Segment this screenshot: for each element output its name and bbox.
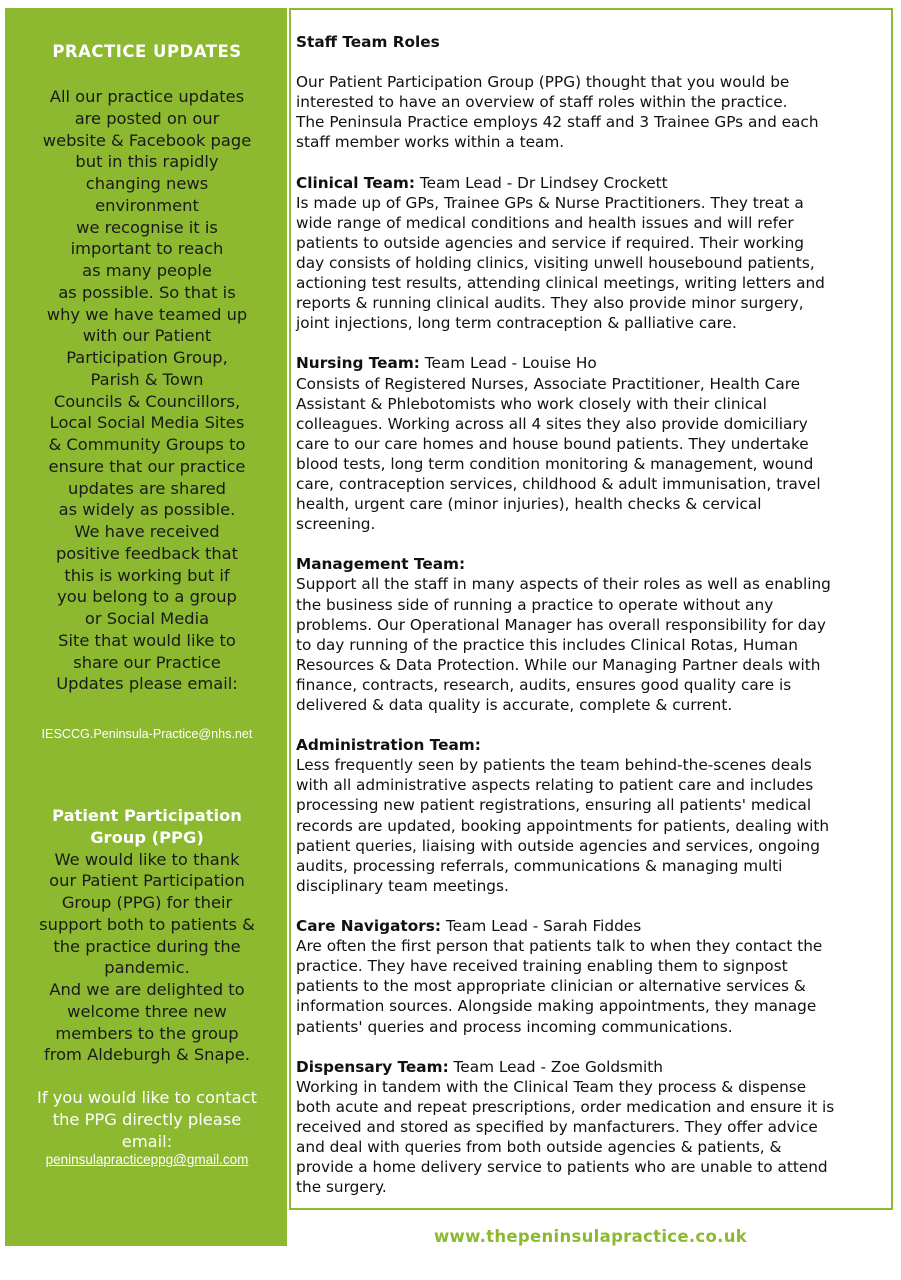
- text-line: as widely as possible.: [58, 500, 236, 520]
- text-line: care, contraception services, childhood & adult immunisation, travel: [296, 474, 821, 493]
- text-line: All our practice updates: [49, 87, 245, 106]
- text-line: care to our care homes and house bound patients. They undertake: [296, 434, 809, 453]
- text-line: delivered & data quality is accurate, complete & current.: [296, 696, 733, 714]
- text-line: patients to the most appropriate clinician or alternative services &: [296, 977, 806, 996]
- text-line: important to reach: [70, 239, 224, 259]
- dispensary-team-section: [296, 1057, 885, 1198]
- text-line: we recognise it is: [76, 217, 218, 237]
- text-line: We would like to thank: [54, 849, 240, 869]
- text-line: with all administrative aspects relating to patient care and includes: [296, 776, 814, 795]
- ppg-text: [13, 849, 281, 1067]
- text-line: members to the group: [55, 1023, 239, 1043]
- text-line: and deal with queries from both outside agencies & patients, &: [296, 1138, 782, 1157]
- text-line: Consists of Registered Nurses, Associate Practitioner, Health Care: [296, 374, 801, 393]
- ppg-title-line: Group (PPG): [90, 827, 204, 847]
- team-lead: Team Lead - Dr Lindsey Crockett: [414, 173, 668, 192]
- text-line: received and stored as specified by manfacturers. They offer advice: [296, 1117, 818, 1136]
- text-line: the PPG directly please: [52, 1109, 242, 1129]
- practice-updates-sidebar: [5, 8, 287, 1246]
- intro-paragraph: [296, 72, 885, 152]
- text-line: wide range of medical conditions and health issues and will refer: [296, 213, 794, 232]
- text-line: Our Patient Participation Group (PPG) thought that you would be: [296, 73, 790, 92]
- text-line: both acute and repeat prescriptions, order medication and ensure it is: [296, 1097, 835, 1116]
- text-line: website & Facebook page: [42, 130, 252, 150]
- text-line: from Aldeburgh & Snape.: [44, 1045, 250, 1065]
- text-line: colleagues. Working across all 4 sites they also provide domiciliary: [296, 414, 808, 433]
- text-line: records are updated, booking appointments for patients, dealing with: [296, 816, 830, 835]
- section-heading-line: [296, 1057, 885, 1077]
- text-line: reports & running clinical audits. They also provide minor surgery,: [296, 294, 804, 313]
- section-heading: Dispensary Team:: [296, 1057, 449, 1076]
- text-line: with our Patient: [82, 326, 212, 346]
- text-line: but in this rapidly: [75, 152, 219, 172]
- text-line: patients' queries and process incoming communications.: [296, 1017, 733, 1036]
- text-line: ensure that our practice: [48, 456, 246, 476]
- ppg-title: [13, 805, 281, 849]
- text-line: interested to have an overview of staff roles within the practice.: [296, 93, 788, 112]
- text-line: Councils & Councillors,: [53, 391, 241, 411]
- section-heading: Clinical Team:: [296, 173, 415, 192]
- text-line: share our Practice: [73, 652, 221, 672]
- text-line: joint injections, long term contraception & palliative care.: [296, 314, 737, 333]
- care-navigators-section: [296, 916, 885, 1037]
- text-line: We have received: [74, 522, 220, 541]
- text-line: Site that would like to: [58, 630, 236, 650]
- text-line: blood tests, long term condition monitoring & management, wound: [296, 454, 814, 473]
- sidebar-title: PRACTICE UPDATES: [52, 42, 242, 61]
- text-line: Support all the staff in many aspects of their roles as well as enabling: [296, 575, 831, 594]
- team-lead: Team Lead - Zoe Goldsmith: [448, 1057, 663, 1076]
- text-line: patients to outside agencies and service if required. Their working: [296, 233, 804, 252]
- text-line: Parish & Town: [90, 369, 204, 389]
- clinical-team-section: [296, 173, 885, 334]
- section-heading-line: [296, 916, 885, 936]
- text-line: & Community Groups to: [48, 435, 246, 454]
- practice-updates-text: [13, 86, 281, 695]
- text-line: problems. Our Operational Manager has overall responsibility for day: [296, 615, 826, 634]
- text-line: processing new patient registrations, ensuring all patients' medical: [296, 796, 812, 815]
- text-line: Resources & Data Protection. While our Managing Partner deals with: [296, 655, 821, 674]
- section-heading-line: [296, 735, 885, 755]
- text-line: as many people: [82, 261, 212, 280]
- nursing-team-section: [296, 353, 885, 534]
- text-line: staff member works within a team.: [296, 133, 565, 152]
- text-line: provide a home delivery service to patients who are unable to attend: [296, 1158, 828, 1177]
- text-line: disciplinary team meetings.: [296, 876, 509, 895]
- text-line: Are often the first person that patients talk to when they contact the: [296, 937, 823, 956]
- text-line: as possible. So that is: [58, 282, 236, 302]
- text-line: environment: [95, 195, 199, 215]
- ppg-title-line: Patient Participation: [52, 806, 242, 825]
- text-line: changing news: [85, 174, 209, 193]
- text-line: our Patient Participation: [49, 871, 245, 891]
- text-line: pandemic.: [104, 958, 190, 978]
- section-heading-line: [296, 353, 885, 373]
- text-line: or Social Media: [84, 609, 210, 628]
- text-line: support both to patients &: [39, 914, 255, 934]
- section-heading: Management Team:: [296, 555, 466, 574]
- text-line: day consists of holding clinics, visiting unwell housebound patients,: [296, 253, 815, 272]
- text-line: updates are shared: [68, 478, 226, 498]
- team-lead: Team Lead - Sarah Fiddes: [441, 917, 642, 936]
- text-line: you belong to a group: [57, 587, 237, 607]
- staff-team-roles-panel: [289, 8, 893, 1210]
- text-line: The Peninsula Practice employs 42 staff and 3 Trainee GPs and each: [296, 113, 819, 132]
- text-line: Less frequently seen by patients the team behind-the-scenes deals: [296, 756, 812, 775]
- text-line: the business side of running a practice to operate without any: [296, 595, 774, 614]
- ppg-contact-text: [13, 1087, 281, 1152]
- text-line: Updates please email:: [56, 674, 238, 694]
- website-url-link[interactable]: www.thepeninsulapractice.co.uk: [434, 1227, 748, 1246]
- administration-team-section: [296, 735, 885, 896]
- text-line: email:: [121, 1131, 173, 1151]
- section-heading: Administration Team:: [296, 736, 481, 755]
- text-line: actioning test results, attending clinical meetings, writing letters and: [296, 274, 825, 293]
- text-line: health, urgent care (minor injuries), health checks & cervical: [296, 495, 762, 514]
- ppg-email-link[interactable]: peninsulapracticeppg@gmail.com: [45, 1152, 249, 1168]
- section-heading-line: [296, 554, 885, 574]
- text-line: If you would like to contact: [37, 1088, 257, 1107]
- text-line: the surgery.: [296, 1178, 387, 1197]
- text-line: positive feedback that: [55, 543, 239, 563]
- text-line: screening.: [296, 515, 376, 534]
- text-line: Participation Group,: [66, 348, 228, 367]
- practice-email-link[interactable]: IESCCG.Peninsula-Practice@nhs.net: [41, 727, 253, 741]
- text-line: Working in tandem with the Clinical Team they process & dispense: [296, 1077, 807, 1096]
- text-line: And we are delighted to: [49, 980, 245, 999]
- text-line: patient queries, liaising with outside agencies and services, ongoing: [296, 836, 820, 855]
- team-lead: Team Lead - Louise Ho: [419, 354, 597, 373]
- text-line: why we have teamed up: [46, 304, 248, 324]
- text-line: this is working but if: [64, 565, 230, 585]
- section-heading-line: [296, 173, 885, 193]
- section-heading: Care Navigators:: [296, 917, 441, 936]
- text-line: Assistant & Phlebotomists who work closely with their clinical: [296, 394, 767, 413]
- text-line: finance, contracts, research, audits, ensures good quality care is: [296, 675, 792, 694]
- text-line: Is made up of GPs, Trainee GPs & Nurse Practitioners. They treat a: [296, 193, 804, 212]
- text-line: to day running of the practice this includes Clinical Rotas, Human: [296, 635, 798, 654]
- section-heading: Nursing Team:: [296, 354, 420, 373]
- management-team-section: [296, 554, 885, 715]
- text-line: practice. They have received training enabling them to signpost: [296, 957, 788, 976]
- text-line: Group (PPG) for their: [61, 893, 233, 912]
- text-line: the practice during the: [53, 936, 241, 956]
- text-line: welcome three new: [67, 1001, 227, 1021]
- text-line: Local Social Media Sites: [49, 413, 245, 433]
- text-line: audits, processing referrals, communications & managing multi: [296, 856, 783, 875]
- text-line: are posted on our: [74, 108, 220, 128]
- main-title: Staff Team Roles: [296, 33, 440, 51]
- text-line: information sources. Alongside making appointments, they manage: [296, 997, 817, 1016]
